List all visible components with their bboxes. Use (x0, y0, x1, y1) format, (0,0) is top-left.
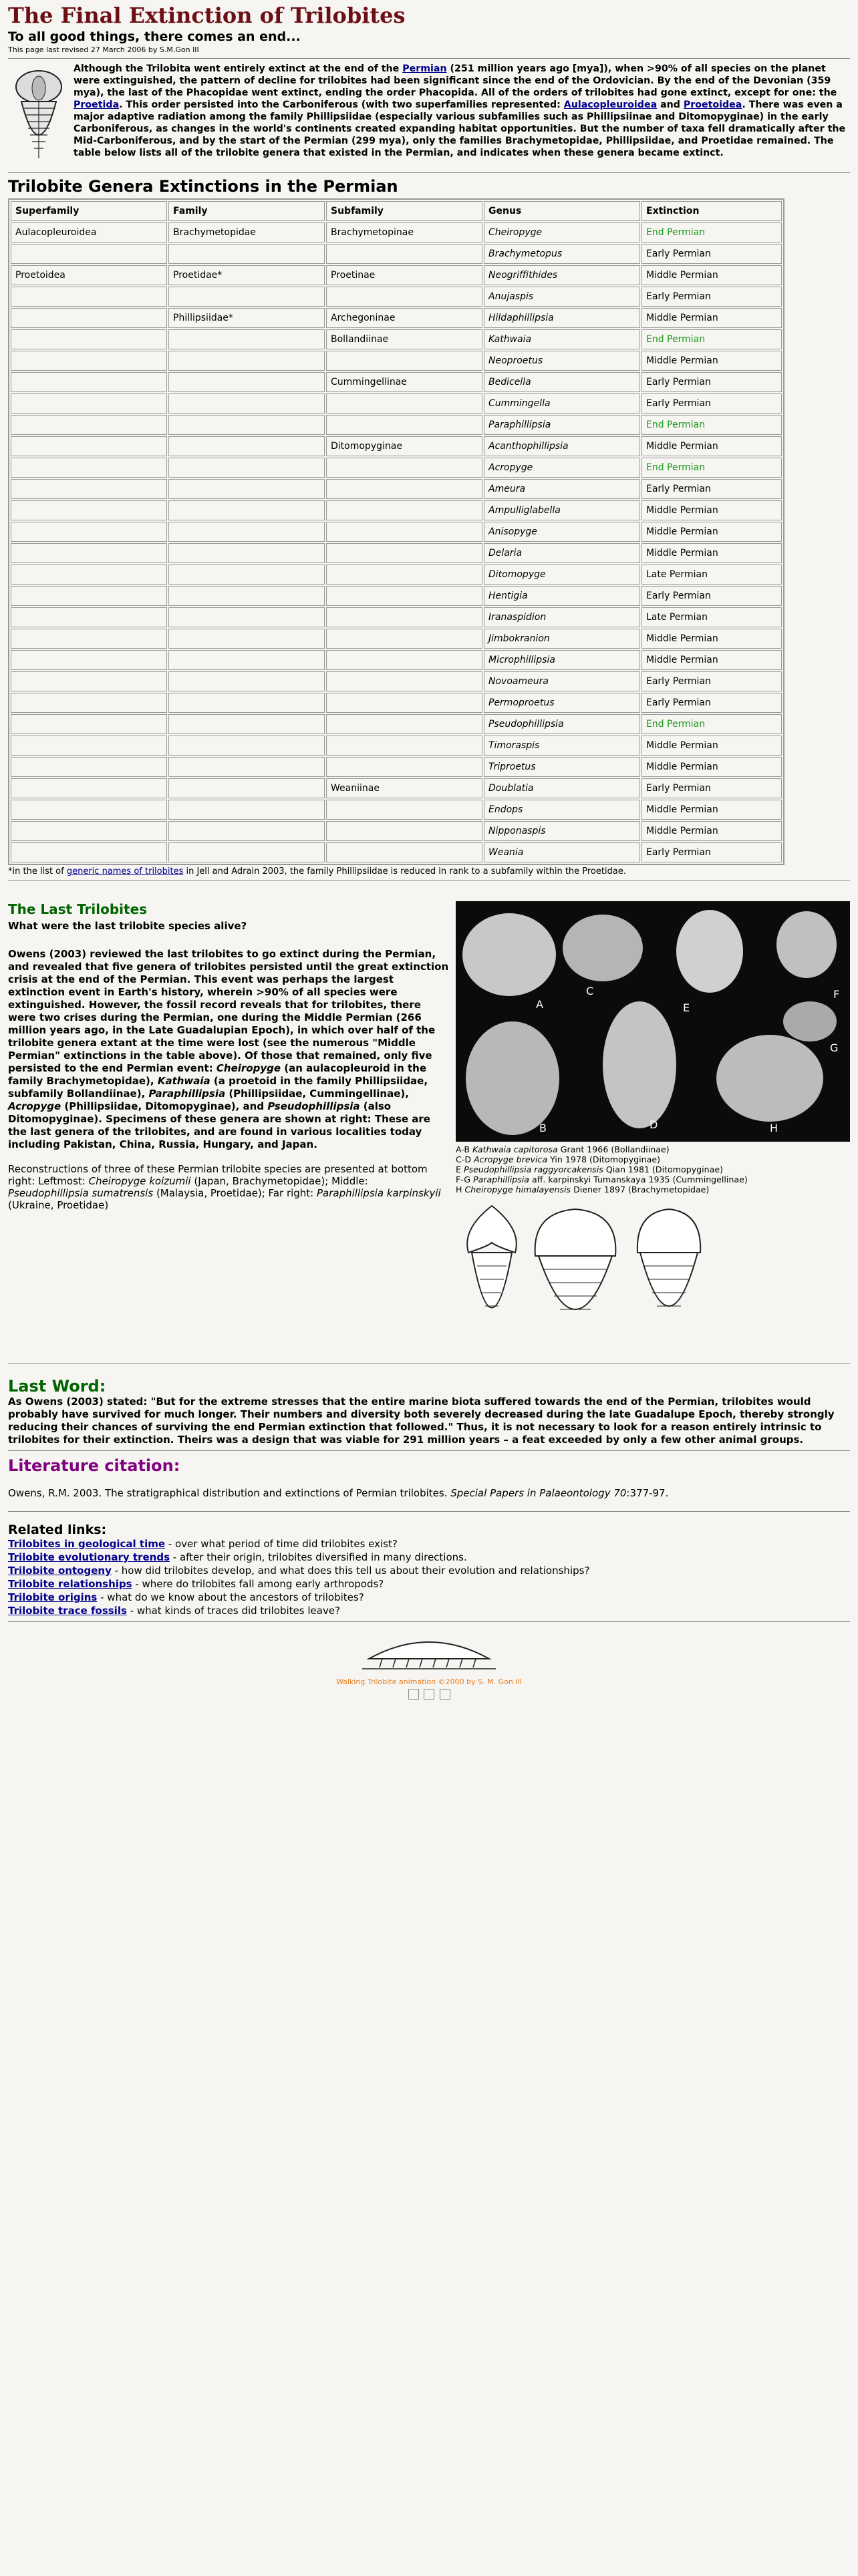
genus-cell: Hildaphillipsia (484, 308, 640, 328)
subfamily-cell (326, 522, 482, 542)
genus-cell: Delaria (484, 543, 640, 563)
extinction-cell: End Permian (641, 714, 782, 734)
superfamily-cell (11, 308, 167, 328)
extinction-cell: Early Permian (641, 842, 782, 862)
family-cell (168, 629, 325, 649)
family-cell: Proetidae* (168, 265, 325, 285)
family-cell (168, 500, 325, 520)
table-row (11, 287, 782, 307)
subfamily-cell: Bollandiinae (326, 329, 482, 349)
family-cell (168, 458, 325, 478)
photo-label: F (833, 988, 840, 1001)
extinction-cell: End Permian (641, 222, 782, 243)
extinction-cell: Middle Permian (641, 265, 782, 285)
intro-text: Although the Trilobita went entirely extinct at the end of the Permian (251 million years ago [mya]), when >90% of all species on the planet were extinguished, the pattern of decline for trilobites had been significant since the end of the Ordovician. By the end of the Devonian (359 mya), the last of the Phacopidae went extinct, ending the order Phacopida. All of the orders of trilobites had gone extinct, except for one: the Proetida. This order persisted into the Carboniferous (with two superfamilies represented: Aulacopleuroidea and Proetoidea. There was even a major adaptive radiation among the family Phillipsiidae (especially various subfamilies such as Phillipsiinae and Ditomopyginae) in the early Carboniferous, as changes in the world's continents created expanding habitat opportunities. But the number of taxa fell dramatically after the Mid-Carboniferous, and by the start of the Permian (299 mya), only the families Brachymetopidae, Phillipsiidae, and Proetidae remained. The table below lists all of the trilobite genera that existed in the Permian, and indicates when these genera became extinct. (74, 63, 846, 158)
superfamily-cell (11, 543, 167, 563)
subfamily-cell (326, 565, 482, 585)
page-title: The Final Extinction of Trilobites (8, 3, 406, 28)
last-trilobites-question: What were the last trilobite species alive? (8, 920, 247, 932)
family-cell (168, 800, 325, 820)
table-footnote: *in the list of generic names of trilobites in Jell and Adrain 2003, the family Phillipsiidae is reduced in rank to a subfamily within the Proetidae. (8, 866, 626, 876)
genus-cell: Novoameura (484, 671, 640, 691)
family-cell (168, 757, 325, 777)
superfamily-cell (11, 565, 167, 585)
superfamily-cell (11, 757, 167, 777)
genus-cell: Acropyge (484, 458, 640, 478)
family-cell (168, 607, 325, 627)
photo-label: H (770, 1122, 778, 1134)
family-cell (168, 650, 325, 670)
family-cell (168, 693, 325, 713)
intro-section (8, 63, 850, 168)
superfamily-cell (11, 671, 167, 691)
table-row (11, 458, 782, 478)
table-heading: Trilobite Genera Extinctions in the Permian (8, 177, 398, 196)
subfamily-cell (326, 842, 482, 862)
table-row (11, 265, 782, 285)
related-link-item: Trilobites in geological time - over what period of time did trilobites exist? (8, 1538, 398, 1550)
family-cell (168, 842, 325, 862)
table-row (11, 565, 782, 585)
related-links-heading: Related links: (8, 1522, 107, 1537)
caption-line: C-D Acropyge brevica Yin 1978 (Ditomopyginae) (456, 1154, 660, 1164)
subfamily-cell: Brachymetopinae (326, 222, 482, 243)
family-cell (168, 821, 325, 841)
family-cell (168, 244, 325, 264)
superfamily-cell: Proetoidea (11, 265, 167, 285)
superfamily-cell (11, 393, 167, 414)
genus-cell: Iranaspidion (484, 607, 640, 627)
genus-cell: Bedicella (484, 372, 640, 392)
table-row (11, 586, 782, 606)
superfamily-cell (11, 287, 167, 307)
related-link-item: Trilobite ontogeny - how did trilobites develop, and what does this tell us about their evolution and relationships? (8, 1565, 590, 1577)
genus-cell: Anujaspis (484, 287, 640, 307)
table-row (11, 522, 782, 542)
genus-cell: Microphillipsia (484, 650, 640, 670)
genus-cell: Neoproetus (484, 351, 640, 371)
extinction-cell: Middle Permian (641, 757, 782, 777)
col-header: Extinction (641, 201, 782, 221)
extinction-cell: Middle Permian (641, 308, 782, 328)
genus-cell: Timoraspis (484, 736, 640, 756)
revision-note: This page last revised 27 March 2006 by S.M.Gon III (8, 45, 199, 54)
superfamily-cell (11, 458, 167, 478)
col-header: Family (168, 201, 325, 221)
family-cell (168, 479, 325, 499)
table-row (11, 693, 782, 713)
subfamily-cell (326, 351, 482, 371)
family-cell (168, 522, 325, 542)
extinction-cell: Middle Permian (641, 351, 782, 371)
subfamily-cell (326, 800, 482, 820)
divider (8, 1450, 850, 1451)
extinction-cell: Early Permian (641, 693, 782, 713)
superfamily-cell (11, 800, 167, 820)
family-cell: Phillipsiidae* (168, 308, 325, 328)
subfamily-cell: Proetinae (326, 265, 482, 285)
family-cell (168, 393, 325, 414)
fossil-photo-plate (456, 901, 850, 1142)
subfamily-cell (326, 714, 482, 734)
subfamily-cell: Ditomopyginae (326, 436, 482, 456)
genera-table (8, 198, 784, 865)
table-row (11, 778, 782, 798)
genus-cell: Neogriffithides (484, 265, 640, 285)
genus-cell: Doublatia (484, 778, 640, 798)
superfamily-cell (11, 329, 167, 349)
genus-cell: Paraphillipsia (484, 415, 640, 435)
photo-captions (456, 1144, 850, 1194)
table-row (11, 222, 782, 243)
superfamily-cell: Aulacopleuroidea (11, 222, 167, 243)
table-row (11, 629, 782, 649)
extinction-cell: End Permian (641, 329, 782, 349)
genus-cell: Brachymetopus (484, 244, 640, 264)
last-trilobites-heading: The Last Trilobites (8, 901, 148, 917)
col-header: Superfamily (11, 201, 167, 221)
subfamily-cell (326, 671, 482, 691)
family-cell (168, 778, 325, 798)
last-trilobites-text (8, 901, 450, 1359)
photo-label: C (586, 985, 594, 997)
genus-cell: Ampulliglabella (484, 500, 640, 520)
genus-cell: Ameura (484, 479, 640, 499)
table-row (11, 372, 782, 392)
table-row (11, 800, 782, 820)
extinction-cell: End Permian (641, 458, 782, 478)
genus-cell: Anisopyge (484, 522, 640, 542)
citation-heading: Literature citation: (8, 1456, 180, 1475)
extinction-cell: Early Permian (641, 287, 782, 307)
family-cell (168, 586, 325, 606)
link-geological-time[interactable]: Trilobites in geological time (8, 1538, 166, 1550)
superfamily-cell (11, 522, 167, 542)
family-cell (168, 565, 325, 585)
subfamily-cell (326, 821, 482, 841)
link-proetoidea[interactable]: Proetoidea (683, 100, 742, 110)
divider (8, 880, 850, 881)
trilobite-reconstructions-image (458, 1202, 712, 1356)
divider (8, 172, 850, 173)
divider (8, 58, 850, 59)
family-cell (168, 543, 325, 563)
extinction-cell: Middle Permian (641, 629, 782, 649)
related-link-item: Trilobite trace fossils - what kinds of traces did trilobites leave? (8, 1605, 341, 1617)
last-trilobites-section (8, 901, 850, 1359)
caption-line: F-G Paraphillipsia aff. karpinskyi Tumanskaya 1935 (Cummingellinae) (456, 1174, 748, 1184)
col-header: Genus (484, 201, 640, 221)
fossil-photos-image (456, 901, 850, 1142)
related-link-item: Trilobite origins - what do we know about the ancestors of trilobites? (8, 1591, 364, 1603)
superfamily-cell (11, 479, 167, 499)
superfamily-cell (11, 842, 167, 862)
subfamily-cell (326, 479, 482, 499)
table-row (11, 650, 782, 670)
family-cell (168, 415, 325, 435)
superfamily-cell (11, 351, 167, 371)
table-row (11, 500, 782, 520)
trilobite-icon (12, 68, 65, 168)
footer-icons (8, 1689, 850, 1702)
page-subtitle: To all good things, there comes an end... (8, 29, 301, 44)
broken-image-icon (440, 1689, 450, 1700)
table-header-row (11, 201, 782, 221)
link-ontogeny[interactable]: Trilobite ontogeny (8, 1565, 112, 1577)
superfamily-cell (11, 693, 167, 713)
genus-cell: Cummingella (484, 393, 640, 414)
subfamily-cell (326, 736, 482, 756)
link-generic-names[interactable]: generic names of trilobites (66, 866, 184, 876)
table-row (11, 329, 782, 349)
link-aulacopleuroidea[interactable]: Aulacopleuroidea (563, 100, 658, 110)
extinction-cell: End Permian (641, 415, 782, 435)
extinction-cell: Middle Permian (641, 650, 782, 670)
fossil-figures (456, 901, 850, 1359)
table-row (11, 351, 782, 371)
link-evolutionary-trends[interactable]: Trilobite evolutionary trends (8, 1551, 170, 1563)
link-permian[interactable]: Permian (402, 63, 447, 74)
table-row (11, 244, 782, 264)
family-cell (168, 372, 325, 392)
photo-label: E (683, 1001, 690, 1014)
superfamily-cell (11, 736, 167, 756)
extinction-cell: Middle Permian (641, 500, 782, 520)
subfamily-cell (326, 693, 482, 713)
table-row (11, 607, 782, 627)
extinction-cell: Early Permian (641, 671, 782, 691)
subfamily-cell (326, 586, 482, 606)
genus-cell: Permoproetus (484, 693, 640, 713)
link-trace-fossils[interactable]: Trilobite trace fossils (8, 1605, 127, 1617)
subfamily-cell (326, 607, 482, 627)
subfamily-cell (326, 650, 482, 670)
link-origins[interactable]: Trilobite origins (8, 1591, 98, 1603)
divider (8, 1621, 850, 1622)
genus-cell: Kathwaia (484, 329, 640, 349)
broken-image-icon (424, 1689, 434, 1700)
subfamily-cell (326, 393, 482, 414)
superfamily-cell (11, 244, 167, 264)
genus-cell: Cheiropyge (484, 222, 640, 243)
extinction-cell: Early Permian (641, 586, 782, 606)
extinction-cell: Middle Permian (641, 522, 782, 542)
extinction-cell: Middle Permian (641, 736, 782, 756)
family-cell (168, 671, 325, 691)
subfamily-cell: Cummingellinae (326, 372, 482, 392)
broken-image-icon (408, 1689, 419, 1700)
table-row (11, 671, 782, 691)
table-row (11, 479, 782, 499)
last-word-text: As Owens (2003) stated: "But for the extreme stresses that the entire marine biota suffered towards the end of the Permian, trilobites would probably have survived for much longer. Their numbers and diversity both severely decreased during the late Guadalupe Epoch, thereby strongly reducing their chances of surviving the end Permian extinction that followed." Thus, it is not necessary to look for a reason entirely intrinsic to trilobites for their extinction. Theirs was a design that was viable for 291 million years – a feat exceeded by only a few other animal groups. (8, 1396, 835, 1446)
table-body (11, 222, 782, 862)
table-row (11, 393, 782, 414)
last-word-heading: Last Word: (8, 1377, 106, 1396)
related-links-list (8, 1537, 850, 1617)
superfamily-cell (11, 650, 167, 670)
genus-cell: Ditomopyge (484, 565, 640, 585)
extinction-cell: Late Permian (641, 607, 782, 627)
superfamily-cell (11, 500, 167, 520)
superfamily-cell (11, 436, 167, 456)
superfamily-cell (11, 586, 167, 606)
photo-label: D (650, 1118, 658, 1131)
family-cell (168, 351, 325, 371)
extinction-cell: Middle Permian (641, 543, 782, 563)
family-cell (168, 329, 325, 349)
genus-cell: Acanthophillipsia (484, 436, 640, 456)
citation-text: Owens, R.M. 2003. The stratigraphical distribution and extinctions of Permian trilobites. Special Papers in Palaeontology 70:377-97. (8, 1487, 669, 1499)
subfamily-cell (326, 757, 482, 777)
subfamily-cell (326, 244, 482, 264)
extinction-cell: Early Permian (641, 778, 782, 798)
table-row (11, 436, 782, 456)
table-row (11, 736, 782, 756)
subfamily-cell (326, 543, 482, 563)
family-cell (168, 436, 325, 456)
extinction-cell: Middle Permian (641, 436, 782, 456)
extinction-cell: Late Permian (641, 565, 782, 585)
col-header: Subfamily (326, 201, 482, 221)
subfamily-cell (326, 500, 482, 520)
family-cell (168, 736, 325, 756)
table-row (11, 415, 782, 435)
superfamily-cell (11, 372, 167, 392)
link-proetida[interactable]: Proetida (74, 100, 120, 110)
divider (8, 1511, 850, 1512)
table-row (11, 308, 782, 328)
caption-line: H Cheiropyge himalayensis Diener 1897 (Brachymetopidae) (456, 1184, 710, 1194)
photo-label: G (830, 1041, 839, 1054)
subfamily-cell: Weaniinae (326, 778, 482, 798)
superfamily-cell (11, 714, 167, 734)
family-cell (168, 287, 325, 307)
table-row (11, 757, 782, 777)
link-relationships[interactable]: Trilobite relationships (8, 1578, 132, 1590)
subfamily-cell (326, 629, 482, 649)
animation-caption: Walking Trilobite animation ©2000 by S. M. Gon III (335, 1677, 523, 1686)
table-row (11, 842, 782, 862)
genus-cell: Hentigia (484, 586, 640, 606)
superfamily-cell (11, 415, 167, 435)
related-link-item: Trilobite evolutionary trends - after their origin, trilobites diversified in many directions. (8, 1551, 467, 1563)
caption-line: A-B Kathwaia capitorosa Grant 1966 (Bollandiinae) (456, 1144, 670, 1154)
genus-cell: Weania (484, 842, 640, 862)
extinction-cell: Early Permian (641, 372, 782, 392)
extinction-cell: Middle Permian (641, 800, 782, 820)
table-row (11, 543, 782, 563)
table-row (11, 821, 782, 841)
genus-cell: Pseudophillipsia (484, 714, 640, 734)
table-row (11, 714, 782, 734)
reconstructions-paragraph: Reconstructions of three of these Permian trilobite species are presented at bottom right: Leftmost: Cheiropyge koizumii (Japan, Brachymetopidae); Middle: Pseudophillipsia sumatrensis (Malaysia, Proetidae); Far right: Paraphillipsia karpinskyii (Ukraine, Proetidae) (8, 1163, 441, 1211)
subfamily-cell (326, 415, 482, 435)
subfamily-cell: Archegoninae (326, 308, 482, 328)
related-link-item: Trilobite relationships - where do trilobites fall among early arthropods? (8, 1578, 384, 1590)
photo-label: B (539, 1122, 547, 1134)
genus-cell: Jimbokranion (484, 629, 640, 649)
family-cell: Brachymetopidae (168, 222, 325, 243)
genus-cell: Endops (484, 800, 640, 820)
superfamily-cell (11, 629, 167, 649)
genus-cell: Triproetus (484, 757, 640, 777)
extinction-cell: Early Permian (641, 393, 782, 414)
family-cell (168, 714, 325, 734)
owens-paragraph: Owens (2003) reviewed the last trilobites to go extinct during the Permian, and revealed that five genera of trilobites persisted until the great extinction crisis at the end of the Permian. This event was perhaps the largest extinction event in Earth's history, wherein >90% of all species were extinguished. However, the fossil record reveals that for trilobites, there were two crises during the Permian, one during the Middle Permian (266 million years ago, in the Late Guadalupian Epoch), in which over half of the trilobite genera extant at the time were lost (see the numerous "Middle Permian" extinctions in the table above). Of those that remained, only five persisted to the end Permian event: Cheiropyge (an aulacopleuroid in the family Brachymetopidae), Kathwaia (a proetoid in the family Phillipsiidae, subfamily Bollandiinae), Paraphillipsia (Phillipsiidae, Cummingellinae), Acropyge (Phillipsiidae, Ditomopyginae), and Pseudophillipsia (also Ditomopyginae). Specimens of these genera are shown at right: These are the last genera of the trilobites, and are found in various localities today including Pakistan, China, Russia, Hungary, and Japan. (8, 948, 449, 1150)
photo-label: A (536, 998, 543, 1011)
superfamily-cell (11, 778, 167, 798)
extinction-cell: Middle Permian (641, 821, 782, 841)
walking-trilobite-icon[interactable] (355, 1629, 503, 1675)
subfamily-cell (326, 287, 482, 307)
extinction-cell: Early Permian (641, 244, 782, 264)
caption-line: E Pseudophillipsia raggyorcakensis Qian 1981 (Ditomopyginae) (456, 1164, 724, 1174)
superfamily-cell (11, 821, 167, 841)
superfamily-cell (11, 607, 167, 627)
extinction-cell: Early Permian (641, 479, 782, 499)
footer (8, 1629, 850, 1702)
genus-cell: Nipponaspis (484, 821, 640, 841)
subfamily-cell (326, 458, 482, 478)
